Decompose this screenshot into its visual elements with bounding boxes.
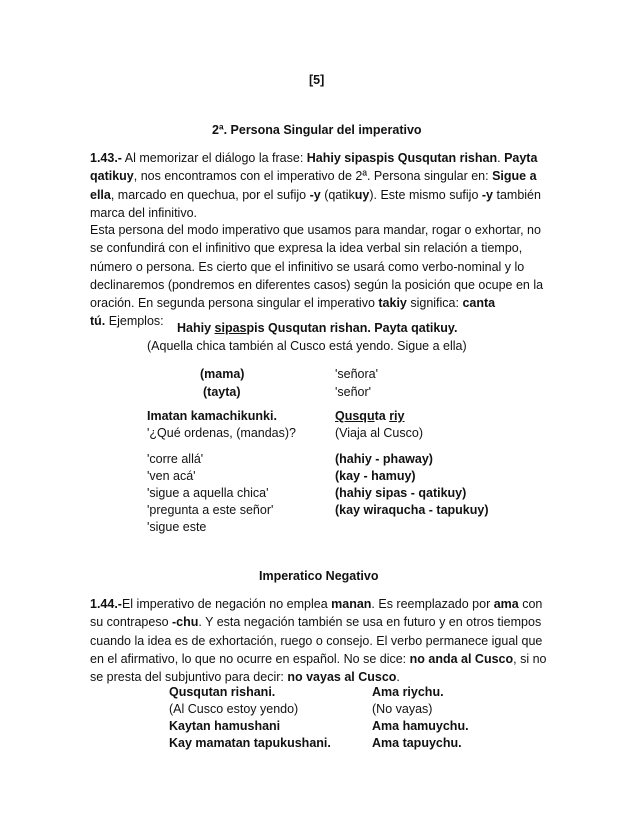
pair-spanish: 'corre allá' xyxy=(147,452,204,466)
text: con xyxy=(518,597,543,611)
text: declinaremos (pondremos en diferentes casos) según la posición que ocupe en la xyxy=(90,277,544,292)
negative-example-left: Kaytan hamushani xyxy=(169,719,281,733)
pair-spanish: 'sigue este xyxy=(147,520,207,534)
example-translation: '¿Qué ordenas, (mandas)? xyxy=(147,426,296,440)
quechua-word: takiy xyxy=(378,296,407,311)
spanish-word: tú. xyxy=(90,314,106,329)
text: . Y esta negación también se usa en futuro y en otros tiempos xyxy=(198,615,542,630)
text: Al memorizar el diálogo la frase: xyxy=(121,151,307,165)
quechua-phrase: Hahiy sipaspis Qusqutan rishan xyxy=(306,151,498,165)
example-quechua xyxy=(335,407,404,425)
negative-example-right: Ama tapuychu. xyxy=(372,736,462,750)
text: , nos encontramos con el imperativo de 2ª. Persona singular en: xyxy=(133,169,493,184)
suffix: -chu xyxy=(172,615,199,630)
text: ta xyxy=(374,409,390,423)
text: Hahiy xyxy=(177,321,215,335)
paragraph-explanation xyxy=(90,221,550,331)
paragraph-number: 1.43.- xyxy=(90,151,122,165)
section-title-negative: Imperatico Negativo xyxy=(259,569,379,583)
example-translation: (Viaja al Cusco) xyxy=(335,426,424,440)
pair-spanish: 'pregunta a este señor' xyxy=(147,503,274,517)
negative-example-right: (No vayas) xyxy=(372,702,433,716)
text: ). Este mismo sufijo xyxy=(369,187,482,202)
quechua-word: ama xyxy=(493,597,519,611)
suffix: -y xyxy=(309,187,321,202)
text: se presta del subjuntivo para decir: xyxy=(90,670,288,685)
text: en el afirmativo, lo que no ocurre en español. No se dice: xyxy=(90,651,410,666)
spanish-phrase: ella xyxy=(90,187,111,202)
negative-example-left: Kay mamatan tapukushani. xyxy=(169,736,331,750)
pair-quechua: (hahiy - phaway) xyxy=(335,452,433,466)
section-title-imperative: 2ª. Persona Singular del imperativo xyxy=(212,123,422,137)
text: . xyxy=(497,151,505,165)
text: oración. En segunda persona singular el imperativo xyxy=(90,296,379,311)
text: . Es reemplazado por xyxy=(371,597,494,611)
paragraph-1-43 xyxy=(90,149,550,222)
vocab-quechua: (mama) xyxy=(200,367,245,381)
quechua-phrase: qatikuy xyxy=(90,169,134,184)
spanish-word: canta xyxy=(462,296,496,311)
paragraph-number: 1.44.- xyxy=(90,597,122,611)
example-sentence xyxy=(177,319,457,337)
pair-quechua: (hahiy sipas - qatikuy) xyxy=(335,486,467,500)
text: pis Qusqutan rishan. Payta qatikuy. xyxy=(246,321,458,335)
spanish-phrase: no vayas al Cusco xyxy=(287,670,397,685)
text: . xyxy=(396,670,400,685)
vocab-quechua: (tayta) xyxy=(203,385,241,399)
text: se confundirá con el infinitivo que expresa la idea verbal sin relación a tiempo, xyxy=(90,241,523,256)
text: también xyxy=(493,187,541,202)
suffix: -y xyxy=(481,187,494,202)
quechua-phrase: Payta xyxy=(504,151,538,165)
suffix: uy xyxy=(354,187,370,202)
text: significa: xyxy=(406,296,463,311)
negative-example-left: (Al Cusco estoy yendo) xyxy=(169,702,299,716)
spanish-phrase: Sigue a xyxy=(492,169,537,184)
vocab-spanish: 'señor' xyxy=(335,385,372,399)
underlined-word: Qusqu xyxy=(335,409,375,423)
text: , si no xyxy=(513,651,547,666)
underlined-word: sipas xyxy=(214,321,247,335)
pair-quechua: (kay - hamuy) xyxy=(335,469,416,483)
text: marca del infinitivo. xyxy=(90,205,197,220)
text: Esta persona del modo imperativo que usamos para mandar, rogar o exhortar, no xyxy=(90,223,541,237)
text: , marcado en quechua, por el sufijo xyxy=(110,187,310,202)
example-translation: (Aquella chica también al Cusco está yendo. Sigue a ella) xyxy=(147,339,467,353)
pair-quechua: (kay wiraqucha - tapukuy) xyxy=(335,503,489,517)
text: número o persona. Es cierto que el infinitivo se usará como verbo-nominal y lo xyxy=(90,259,525,274)
pair-spanish: 'ven acá' xyxy=(147,469,196,483)
paragraph-1-44 xyxy=(90,595,550,686)
text: (qatik xyxy=(320,187,355,202)
negative-example-right: Ama hamuychu. xyxy=(372,719,469,733)
negative-example-right: Ama riychu. xyxy=(372,685,444,699)
vocab-spanish: 'señora' xyxy=(335,367,378,381)
text: cuando la idea es de exhortación, ruego o consejo. El verbo permanece igual que xyxy=(90,633,543,648)
quechua-word: manan xyxy=(331,597,372,611)
page-number: [5] xyxy=(309,73,325,87)
text: El imperativo de negación no emplea xyxy=(121,597,332,611)
negative-example-left: Qusqutan rishani. xyxy=(169,685,276,699)
pair-spanish: 'sigue a aquella chica' xyxy=(147,486,269,500)
text: su contrapeso xyxy=(90,615,172,630)
text: Ejemplos: xyxy=(105,314,164,329)
spanish-phrase: no anda al Cusco xyxy=(409,651,514,666)
example-quechua: Imatan kamachikunki. xyxy=(147,409,277,423)
underlined-word: riy xyxy=(389,409,405,423)
